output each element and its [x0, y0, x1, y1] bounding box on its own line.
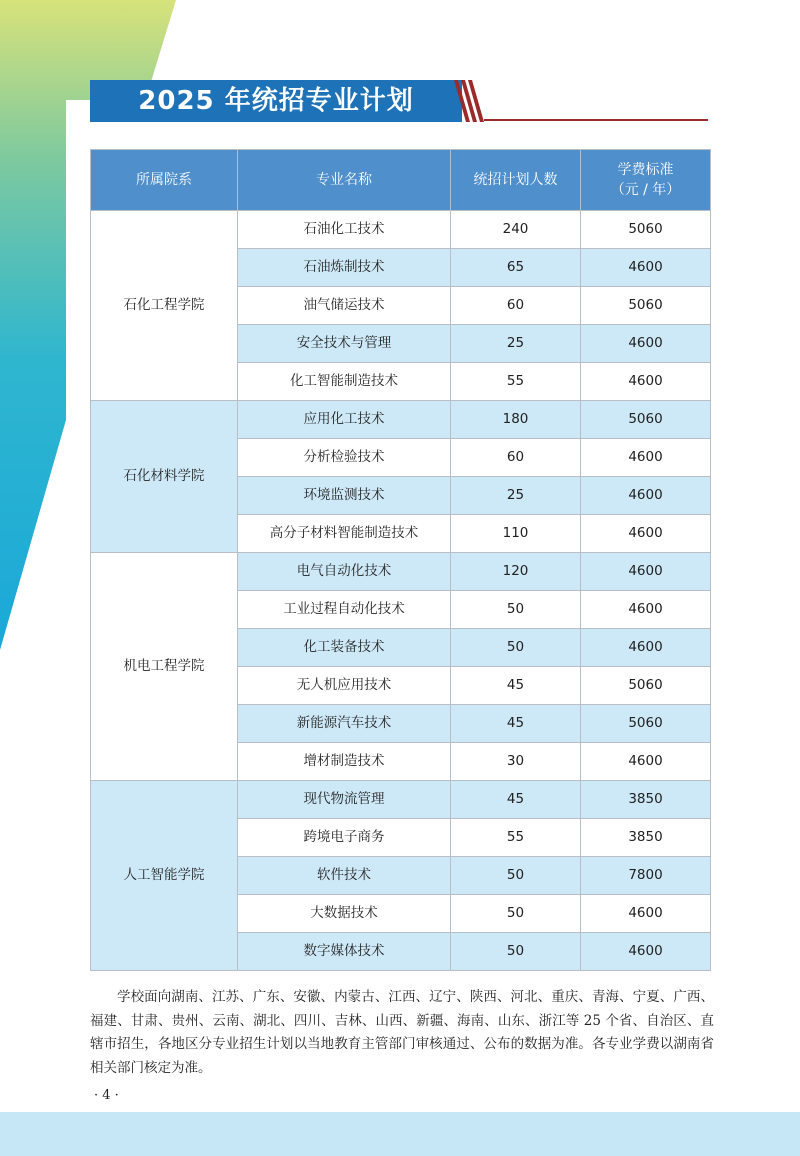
major-cell: 现代物流管理 [238, 781, 451, 819]
tuition-cell: 4600 [581, 439, 711, 477]
plan-count-cell: 240 [451, 211, 581, 249]
plan-count-cell: 25 [451, 325, 581, 363]
tuition-cell: 3850 [581, 819, 711, 857]
plan-count-cell: 45 [451, 705, 581, 743]
major-cell: 化工装备技术 [238, 629, 451, 667]
major-cell: 电气自动化技术 [238, 553, 451, 591]
header-plan-count: 统招计划人数 [451, 150, 581, 211]
table-row [91, 211, 711, 249]
department-cell: 人工智能学院 [91, 781, 238, 971]
major-cell: 跨境电子商务 [238, 819, 451, 857]
plan-count-cell: 60 [451, 439, 581, 477]
plan-count-cell: 50 [451, 857, 581, 895]
major-cell: 新能源汽车技术 [238, 705, 451, 743]
footnote-paragraph: 学校面向湖南、江苏、广东、安徽、内蒙古、江西、辽宁、陕西、河北、重庆、青海、宁夏、广西、福建、甘肃、贵州、云南、湖北、四川、吉林、山西、新疆、海南、山东、浙江等 25 个省、自治区、直辖市招生，各地区分专业招生计划以当地教育主管部门审核通过、公布的数据为准。各专业学费以湖南省相关部门核定为准。 [90, 989, 714, 1076]
tuition-cell: 4600 [581, 553, 711, 591]
bottom-band [0, 1112, 800, 1156]
major-cell: 石油炼制技术 [238, 249, 451, 287]
tuition-cell: 5060 [581, 401, 711, 439]
title-stripe-ornament [452, 78, 486, 124]
tuition-cell: 4600 [581, 591, 711, 629]
plan-count-cell: 180 [451, 401, 581, 439]
major-cell: 分析检验技术 [238, 439, 451, 477]
department-cell: 石化材料学院 [91, 401, 238, 553]
table-row [91, 553, 711, 591]
plan-count-cell: 55 [451, 819, 581, 857]
tuition-cell: 5060 [581, 705, 711, 743]
plan-count-cell: 25 [451, 477, 581, 515]
table-row [91, 781, 711, 819]
table-body [91, 211, 711, 971]
plan-count-cell: 45 [451, 667, 581, 705]
plan-count-cell: 45 [451, 781, 581, 819]
major-cell: 数字媒体技术 [238, 933, 451, 971]
plan-count-cell: 110 [451, 515, 581, 553]
tuition-cell: 4600 [581, 895, 711, 933]
major-cell: 大数据技术 [238, 895, 451, 933]
page-title: 2025 年统招专业计划 [138, 86, 414, 116]
plan-count-cell: 120 [451, 553, 581, 591]
header-department: 所属院系 [91, 150, 238, 211]
tuition-cell: 5060 [581, 211, 711, 249]
header-major: 专业名称 [238, 150, 451, 211]
tuition-cell: 5060 [581, 287, 711, 325]
plan-count-cell: 30 [451, 743, 581, 781]
enrollment-plan-table [90, 149, 711, 971]
tuition-cell: 4600 [581, 515, 711, 553]
plan-count-cell: 50 [451, 629, 581, 667]
department-cell: 石化工程学院 [91, 211, 238, 401]
tuition-cell: 3850 [581, 781, 711, 819]
plan-count-cell: 50 [451, 895, 581, 933]
header-tuition [581, 150, 711, 211]
title-rule [484, 119, 708, 121]
major-cell: 增材制造技术 [238, 743, 451, 781]
tuition-cell: 4600 [581, 325, 711, 363]
table-header-row [91, 150, 711, 211]
table-row [91, 401, 711, 439]
major-cell: 油气储运技术 [238, 287, 451, 325]
tuition-cell: 4600 [581, 477, 711, 515]
major-cell: 化工智能制造技术 [238, 363, 451, 401]
tuition-cell: 4600 [581, 629, 711, 667]
tuition-cell: 4600 [581, 933, 711, 971]
header-tuition-unit: （元 / 年） [610, 182, 681, 198]
tuition-cell: 4600 [581, 743, 711, 781]
major-cell: 工业过程自动化技术 [238, 591, 451, 629]
page-number: · 4 · [94, 1088, 119, 1103]
header-tuition-label: 学费标准 [617, 162, 674, 178]
plan-count-cell: 55 [451, 363, 581, 401]
tuition-cell: 5060 [581, 667, 711, 705]
major-cell: 应用化工技术 [238, 401, 451, 439]
tuition-cell: 4600 [581, 249, 711, 287]
major-cell: 高分子材料智能制造技术 [238, 515, 451, 553]
major-cell: 环境监测技术 [238, 477, 451, 515]
plan-count-cell: 65 [451, 249, 581, 287]
major-cell: 无人机应用技术 [238, 667, 451, 705]
plan-count-cell: 50 [451, 933, 581, 971]
major-cell: 软件技术 [238, 857, 451, 895]
department-cell: 机电工程学院 [91, 553, 238, 781]
major-cell: 石油化工技术 [238, 211, 451, 249]
tuition-cell: 7800 [581, 857, 711, 895]
major-cell: 安全技术与管理 [238, 325, 451, 363]
plan-count-cell: 50 [451, 591, 581, 629]
tuition-cell: 4600 [581, 363, 711, 401]
plan-count-cell: 60 [451, 287, 581, 325]
